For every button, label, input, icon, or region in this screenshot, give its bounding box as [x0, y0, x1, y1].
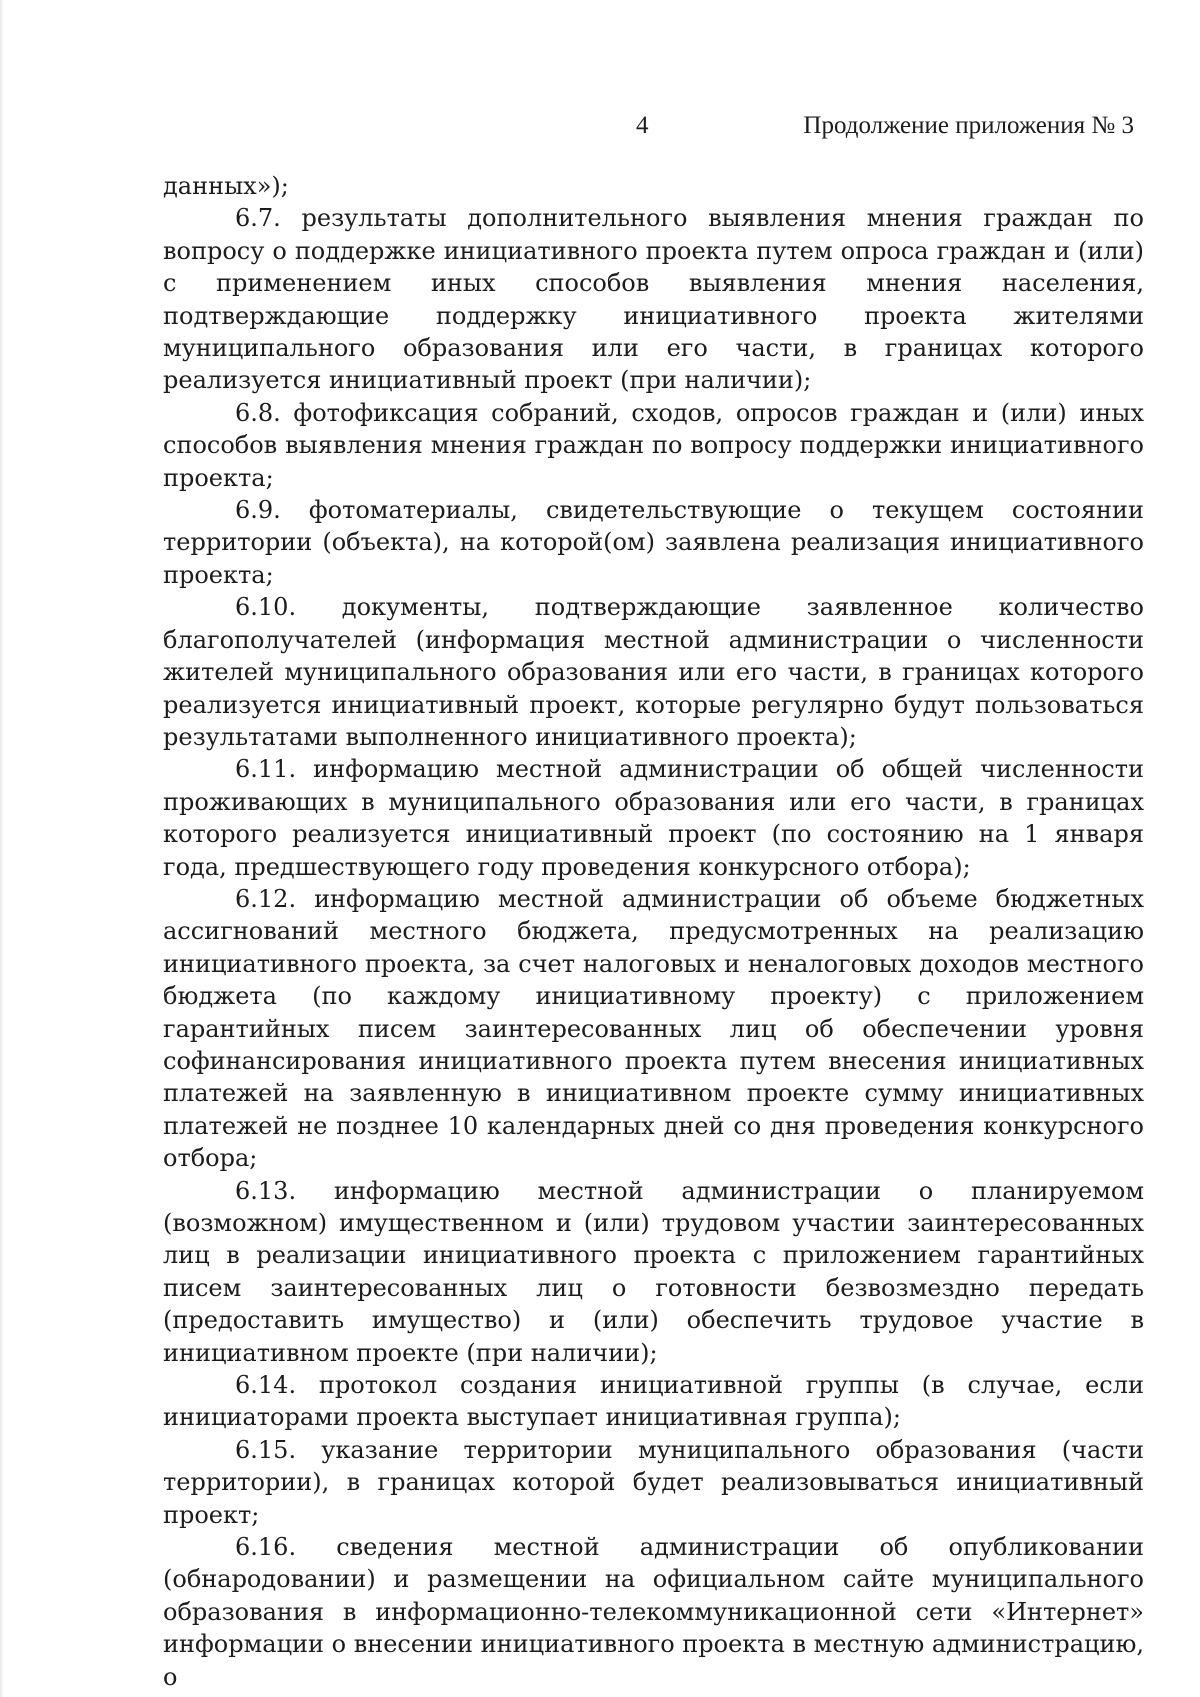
- paragraph-6-15: 6.15. указание территории муниципального образования (части территории), в границах которой будет реализовываться инициативный проект;: [163, 1435, 1144, 1529]
- appendix-label: Продолжение приложения № 3: [803, 112, 1134, 139]
- document-body: [163, 170, 1144, 1693]
- paragraph-continuation: данных»);: [163, 172, 289, 200]
- paragraph-6-7: 6.7. результаты дополнительного выявления мнения граждан по вопросу о поддержке инициативного проекта путем опроса граждан и (или) с применением иных способов выявления мнения населения, подтверждающие поддержку инициативного проекта жителями муниципального образования или его части, в границах которого реализуется инициативный проект (при наличии);: [163, 204, 1144, 395]
- paragraph-6-13: 6.13. информацию местной администрации о планируемом (возможном) имущественном и (или) трудовом участии заинтересованных лиц в реализации инициативного проекта с приложением гарантийных писем заинтересованных лиц о готовности безвозмездно передать (предоставить имущество) и (или) обеспечить трудовое участие в инициативном проекте (при наличии);: [163, 1176, 1144, 1367]
- paragraph-6-8: 6.8. фотофиксация собраний, сходов, опросов граждан и (или) иных способов выявления мнения граждан по вопросу поддержки инициативного проекта;: [163, 398, 1144, 492]
- paragraph-6-16: 6.16. сведения местной администрации об опубликовании (обнародовании) и размещении на официальном сайте муниципального образования в информационно-телекоммуникационной сети «Интернет» информации о внесении инициативного проекта в местную администрацию, о: [163, 1533, 1144, 1691]
- paragraph-6-14: 6.14. протокол создания инициативной группы (в случае, если инициаторами проекта выступает инициативная группа);: [163, 1371, 1144, 1432]
- scan-edge-shadow: [0, 0, 4, 1697]
- page-header: [0, 112, 1200, 152]
- page-number: 4: [636, 112, 649, 139]
- paragraph-6-9: 6.9. фотоматериалы, свидетельствующие о текущем состоянии территории (объекта), на которой(ом) заявлена реализация инициативного проекта;: [163, 496, 1144, 589]
- paragraph-6-11: 6.11. информацию местной администрации об общей численности проживающих в муниципального образования или его части, в границах которого реализуется инициативный проект (по состоянию на 1 января года, предшествующего году проведения конкурсного отбора);: [163, 755, 1144, 881]
- paragraph-6-10: 6.10. документы, подтверждающие заявленное количество благополучателей (информация местной администрации о численности жителей муниципального образования или его части, в границах которого реализуется инициативный проект, которые регулярно будут пользоваться результатами выполненного инициативного проекта);: [163, 593, 1144, 751]
- paragraph-6-12: 6.12. информацию местной администрации об объеме бюджетных ассигнований местного бюджета, предусмотренных на реализацию инициативного проекта, за счет налоговых и неналоговых доходов местного бюджета (по каждому инициативному проекту) с приложением гарантийных писем заинтересованных лиц об обеспечении уровня софинансирования инициативного проекта путем внесения инициативных платежей на заявленную в инициативном проекте сумму инициативных платежей не позднее 10 календарных дней со дня проведения конкурсного отбора;: [163, 884, 1144, 1173]
